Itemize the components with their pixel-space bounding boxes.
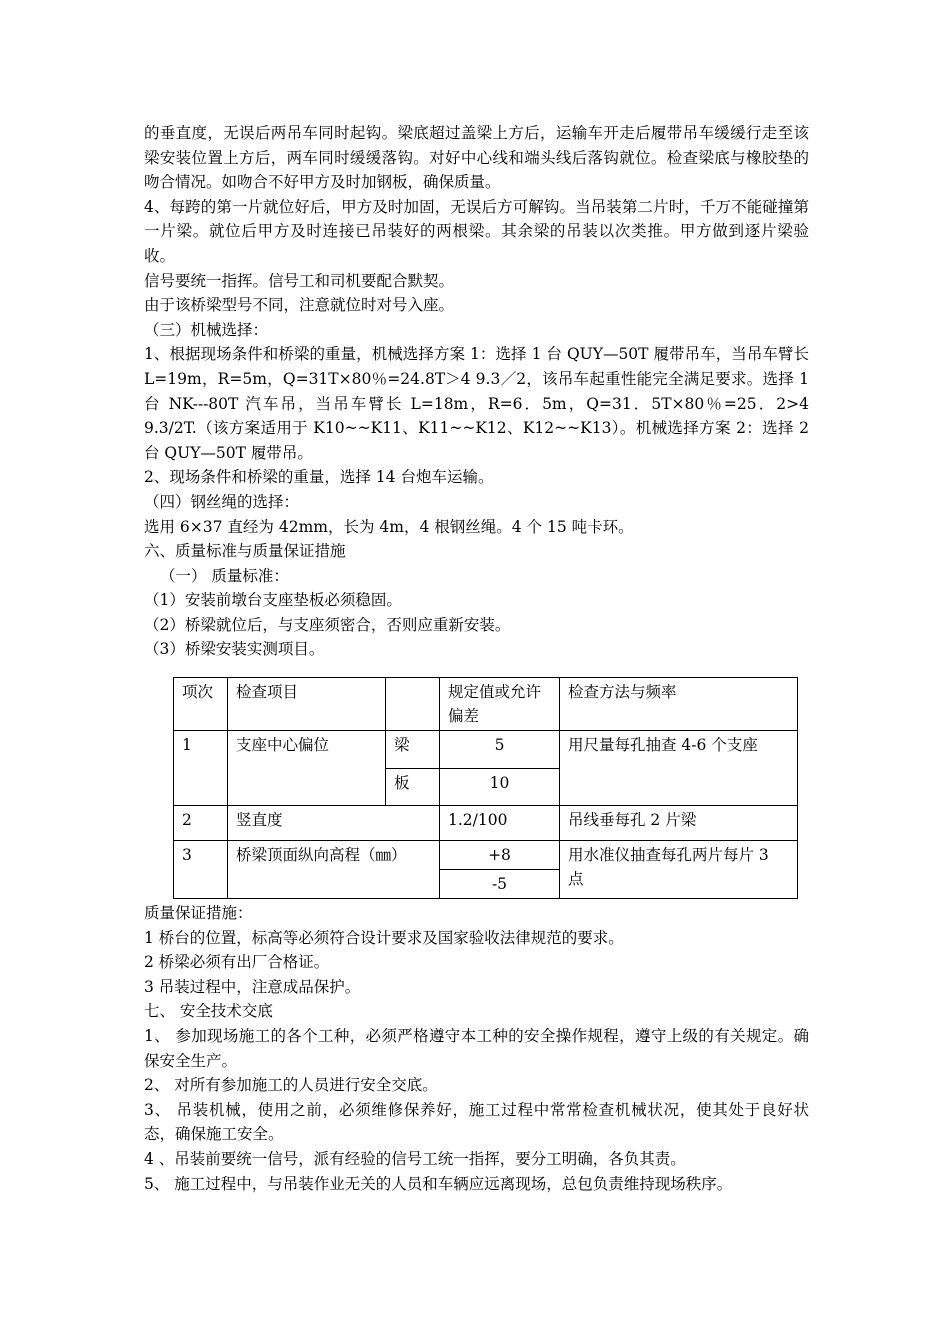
section-heading: （三）机械选择： — [144, 320, 269, 339]
paragraph: 3 吊装过程中，注意成品保护。 — [144, 977, 361, 996]
table-cell: 1.2/100 — [440, 806, 560, 841]
document-page — [144, 121, 809, 1196]
table-cell: 用水准仪抽查每孔两片每片 3 点 — [560, 841, 798, 899]
table-cell: 10 — [440, 769, 560, 806]
table-cell: 吊线垂每孔 2 片梁 — [560, 806, 798, 841]
table-cell: 桥梁顶面纵向高程（㎜） — [228, 841, 440, 899]
paragraph: 1 桥台的位置，标高等必须符合设计要求及国家验收法律规范的要求。 — [144, 928, 624, 947]
table-header-row — [174, 678, 798, 731]
table-cell: 3 — [174, 841, 228, 899]
header-cell: 规定值或允许偏差 — [440, 678, 560, 731]
table-cell: +8 — [440, 841, 560, 870]
table-cell: 1 — [174, 731, 228, 806]
section-heading: （四）钢丝绳的选择： — [144, 492, 300, 511]
header-cell — [386, 678, 440, 731]
table-cell: 支座中心偏位 — [228, 731, 386, 806]
paragraph: 3、 吊装机械，使用之前，必须维修保养好，施工过程中常常检查机械状况，使其处于良好状态，确保施工安全。 — [144, 1100, 809, 1144]
section-heading: 质量保证措施： — [144, 904, 253, 923]
paragraph: 1、根据现场条件和桥梁的重量，机械选择方案 1：选择 1 台 QUY—50T 履带吊车，当吊车臂长 L=19m，R=5m，Q=31T×80％=24.8T＞4 9.3／2，该吊车起重性能完全满足要求。选择 1 台 NK---80T 汽车吊，当吊车臂长 L=18m，R=6．5m，Q=31．5T×80％=25．2>4 9.3/2T.（该方案适用于 K10~~K11、K11~~K12、K12~~K13）。机械选择方案 2：选择 2 台 QUY—50T 履带吊。 — [144, 345, 809, 462]
table-cell: -5 — [440, 870, 560, 899]
inspection-table — [173, 677, 798, 899]
header-cell: 检查项目 — [228, 678, 386, 731]
inspection-table-wrapper — [173, 677, 809, 899]
header-cell: 项次 — [174, 678, 228, 731]
paragraph: （3）桥梁安装实测项目。 — [144, 640, 325, 659]
table-row — [174, 731, 798, 769]
chapter-heading: 六、质量标准与质量保证措施 — [144, 542, 346, 561]
table-cell: 5 — [440, 731, 560, 769]
section-heading: （一） 质量标准： — [160, 566, 289, 585]
paragraph: 的垂直度，无误后两吊车同时起钩。梁底超过盖梁上方后，运输车开走后履带吊车缓缓行走至该梁安装位置上方后，两车同时缓缓落钩。对好中心线和端头线后落钩就位。检查梁底与橡胶垫的吻合情况。如吻合不好甲方及时加钢板，确保质量。 — [144, 124, 809, 192]
paragraph: 由于该桥梁型号不同，注意就位时对号入座。 — [144, 296, 455, 315]
table-row — [174, 841, 798, 870]
paragraph: 2 桥梁必须有出厂合格证。 — [144, 953, 330, 972]
chapter-heading: 七、 安全技术交底 — [144, 1002, 273, 1021]
table-cell: 梁 — [386, 731, 440, 769]
table-cell: 2 — [174, 806, 228, 841]
table-cell: 板 — [386, 769, 440, 806]
paragraph: 选用 6×37 直经为 42mm，长为 4m，4 根钢丝绳。4 个 15 吨卡环。 — [144, 517, 634, 536]
table-cell: 用尺量每孔抽查 4-6 个支座 — [560, 731, 798, 806]
paragraph: 1、 参加现场施工的各个工种，必须严格遵守本工种的安全操作规程，遵守上级的有关规定。确保安全生产。 — [144, 1027, 809, 1070]
paragraph: （1）安装前墩台支座垫板必须稳固。 — [144, 591, 402, 610]
paragraph: 2、现场条件和桥梁的重量，选择 14 台炮车运输。 — [144, 468, 494, 487]
table-cell: 竖直度 — [228, 806, 440, 841]
paragraph: 信号要统一指挥。信号工和司机要配合默契。 — [144, 271, 455, 290]
paragraph: 2、 对所有参加施工的人员进行安全交底。 — [144, 1076, 438, 1095]
header-cell: 检查方法与频率 — [560, 678, 798, 731]
paragraph: 5、 施工过程中，与吊装作业无关的人员和车辆应远离现场，总包负责维持现场秩序。 — [144, 1174, 733, 1193]
table-row — [174, 806, 798, 841]
paragraph: 4、每跨的第一片就位好后，甲方及时加固，无误后方可解钩。当吊装第二片时，千万不能碰撞第一片梁。就位后甲方及时连接已吊装好的两根梁。其余梁的吊装以次类推。甲方做到逐片梁验收。 — [144, 197, 809, 265]
paragraph: （2）桥梁就位后，与支座须密合，否则应重新安装。 — [144, 615, 511, 634]
paragraph: 4 、吊装前要统一信号，派有经验的信号工统一指挥，要分工明确，各负其责。 — [144, 1150, 686, 1168]
